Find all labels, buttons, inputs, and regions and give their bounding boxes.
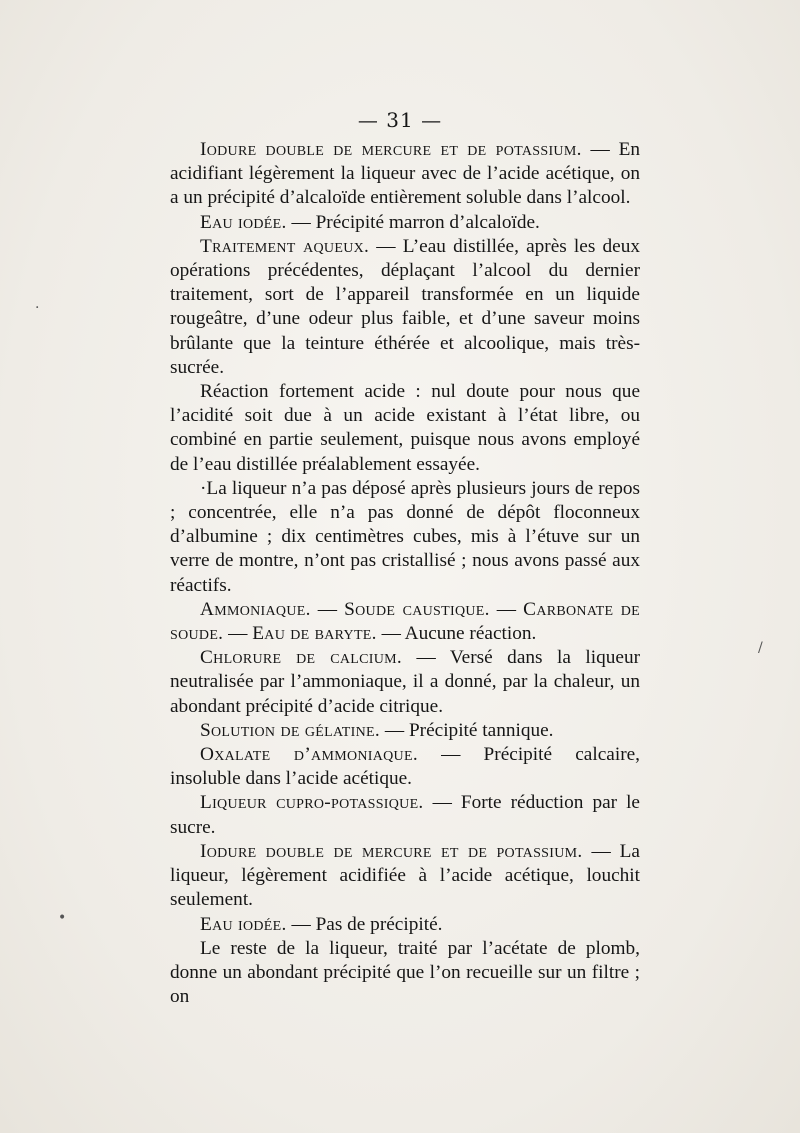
paragraph-text: — La liqueur, légèrement acidifiée à l’acide acétique, louchit seulement. xyxy=(170,840,640,911)
reagent-heading: Eau iodée. xyxy=(200,211,287,233)
reagent-heading: Eau de baryte. xyxy=(252,623,377,645)
paragraph xyxy=(170,138,640,211)
reagent-heading: Eau iodée. xyxy=(200,913,287,935)
paragraph-text: — Précipité tannique. xyxy=(380,719,554,741)
reagent-heading: Chlorure de calcium. xyxy=(200,647,402,669)
reagent-heading: Iodure double de mercure et de potassium. xyxy=(200,139,582,160)
paragraph xyxy=(170,743,640,791)
paragraph-text: — Précipité marron d’alcaloïde. xyxy=(286,211,540,233)
paragraph xyxy=(170,913,640,937)
reagent-heading: Carbonate de soude. xyxy=(170,598,641,645)
paragraph-text: Réaction fortement acide : nul doute pour nous que l’acidité soit due à un acide existant à l’état libre, ou combiné en partie seulement, puisque nous avons employé de l’eau distillée préalablement essayée. xyxy=(170,381,640,475)
paragraph-text: — xyxy=(489,598,524,620)
margin-tick: / xyxy=(758,640,763,656)
paragraph-text: — Pas de précipité. xyxy=(286,913,443,935)
paragraph xyxy=(170,477,640,598)
paragraph-text: — L’eau distillée, après les deux opérations précédentes, déplaçant l’alcool du dernier traitement, sort de l’appareil transformée en un liquide rougeâtre, d’une odeur plus faible, et d’une saveur moins brûlante que la teinture éthérée et alcoolique, mais très-sucrée. xyxy=(170,235,640,378)
paragraph-text: — Aucune réaction. xyxy=(376,623,537,645)
reagent-heading: Solution de gélatine. xyxy=(200,719,381,741)
reagent-heading: Oxalate d’ammoniaque. xyxy=(200,744,418,766)
paragraph xyxy=(170,646,640,719)
paragraph xyxy=(170,211,640,235)
paragraph xyxy=(170,719,640,743)
paragraph xyxy=(170,791,640,839)
paragraph xyxy=(170,235,640,380)
reagent-heading: Traitement aqueux. xyxy=(200,235,370,257)
paragraph-text: — xyxy=(223,623,253,645)
paragraph-text: — Versé dans la liqueur neutralisée par l’ammoniaque, il a donné, par la chaleur, un abondant précipité d’acide citrique. xyxy=(170,647,641,717)
paragraph-text: — xyxy=(310,598,345,620)
body-text xyxy=(170,138,640,1009)
paragraph-text: ·La liqueur n’a pas déposé après plusieurs jours de repos ; concentrée, elle n’a pas donné de dépôt floconneux d’albumine ; dix centimètres cubes, mis à l’étuve sur un verre de montre, n’ont pas cristallisé ; nous avons passé aux réactifs. xyxy=(170,477,640,596)
margin-dot: • xyxy=(58,910,67,926)
page-number: — 31 — xyxy=(357,108,443,132)
paragraph xyxy=(170,937,640,1010)
paragraph-text: — Précipité calcaire, insoluble dans l’acide acétique. xyxy=(170,744,640,790)
reagent-heading: Soude caustique. xyxy=(344,598,490,620)
paragraph-text: — En acidifiant légèrement la liqueur avec de l’acide acétique, on a un précipité d’alcaloïde entièrement soluble dans l’alcool. xyxy=(170,139,640,209)
paragraph xyxy=(170,380,640,477)
reagent-heading: Liqueur cupro-potassique. xyxy=(200,792,424,814)
paragraph xyxy=(170,840,640,913)
paragraph-text: Le reste de la liqueur, traité par l’acétate de plomb, donne un abondant précipité que l’on recueille sur un filtre ; on xyxy=(170,937,640,1008)
paragraph-text: — Forte réduction par le sucre. xyxy=(170,792,640,838)
reagent-heading: Ammoniaque. xyxy=(200,598,311,620)
paragraph xyxy=(170,598,640,646)
reagent-heading: Iodure double de mercure et de potassium. xyxy=(200,840,583,862)
margin-dot: · xyxy=(35,300,40,316)
